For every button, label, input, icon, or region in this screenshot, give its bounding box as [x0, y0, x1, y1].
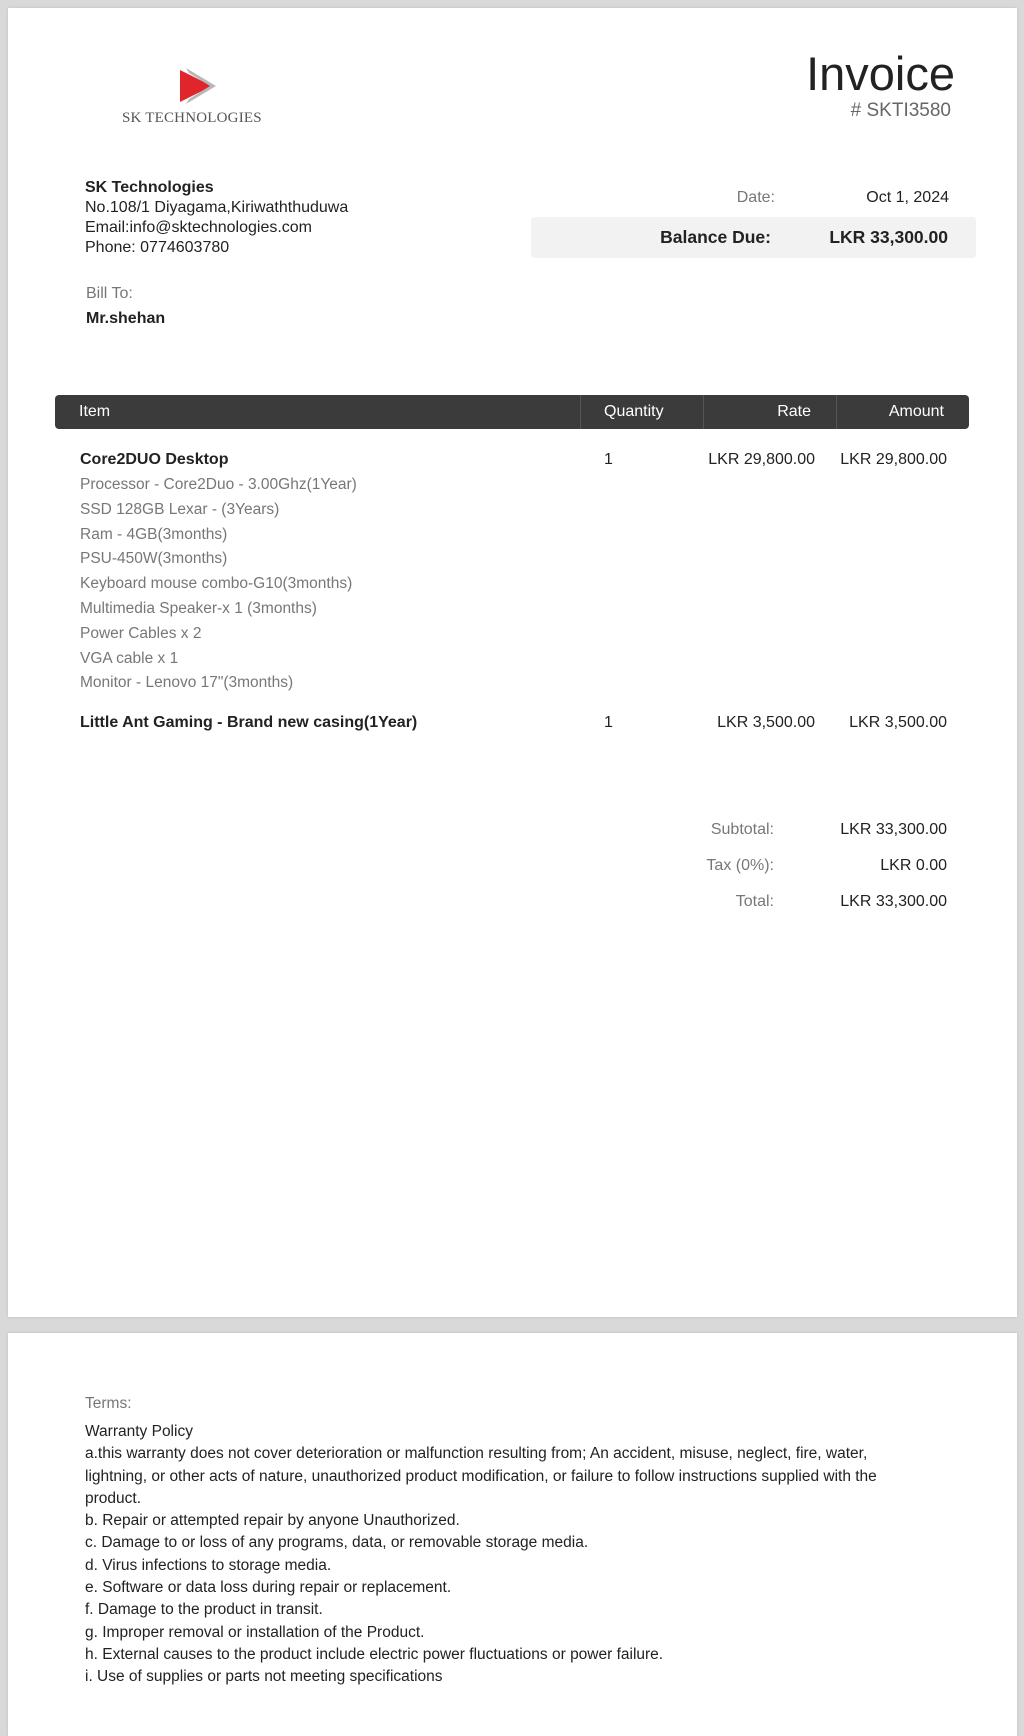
company-phone: Phone: 0774603780: [85, 239, 230, 256]
subtotal-value: LKR 33,300.00: [840, 821, 947, 838]
item-description: [80, 473, 357, 696]
header-amount: Amount: [888, 403, 944, 420]
item-rate: LKR 29,800.00: [708, 451, 815, 468]
items-table-header: [55, 395, 969, 429]
description-line: PSU-450W(3months): [80, 550, 228, 568]
terms-page: [8, 1333, 1017, 1736]
header-quantity: Quantity: [604, 403, 664, 420]
terms-heading: Warranty Policy: [85, 1423, 193, 1440]
terms-line: b. Repair or attempted repair by anyone Unauthorized.: [85, 1512, 460, 1530]
description-line: SSD 128GB Lexar - (3Years): [80, 500, 280, 518]
item-amount: LKR 3,500.00: [849, 714, 947, 731]
terms-line: d. Virus infections to storage media.: [85, 1556, 332, 1574]
terms-line: c. Damage to or loss of any programs, data, or removable storage media.: [85, 1534, 589, 1552]
item-amount: LKR 29,800.00: [840, 451, 947, 468]
terms-line: h. External causes to the product include electric power fluctuations or power failure.: [85, 1645, 664, 1663]
description-line: Processor - Core2Duo - 3.00Ghz(1Year): [80, 476, 357, 493]
play-arrow-logo-icon: [176, 66, 216, 106]
company-email: Email:info@sktechnologies.com: [85, 219, 313, 236]
company-logo: [104, 62, 284, 132]
bill-to-name: Mr.shehan: [86, 310, 166, 327]
balance-due-label: Balance Due:: [660, 227, 771, 247]
header-item: Item: [79, 403, 111, 420]
description-line: Monitor - Lenovo 17"(3months): [80, 674, 294, 692]
total-value: LKR 33,300.00: [840, 893, 947, 910]
description-line: VGA cable x 1: [80, 649, 179, 667]
invoice-number: # SKTI3580: [850, 100, 951, 121]
terms-line: a.this warranty does not cover deterioration or malfunction resulting from; An accident, misuse, neglect, fire, water, lightning, or other acts of nature, unauthorized product modification, or failure to follow instructions supplied with the product.: [85, 1445, 877, 1507]
date-label: Date:: [736, 189, 775, 206]
terms-label: Terms:: [85, 1395, 132, 1412]
description-line: Ram - 4GB(3months): [80, 525, 228, 543]
terms-line: g. Improper removal or installation of the Product.: [85, 1623, 425, 1641]
total-label: Total:: [735, 893, 774, 910]
tax-value: LKR 0.00: [880, 857, 947, 874]
company-address: No.108/1 Diyagama,Kiriwaththuduwa: [85, 199, 349, 216]
item-rate: LKR 3,500.00: [717, 714, 815, 731]
description-line: Keyboard mouse combo-G10(3months): [80, 575, 353, 593]
bill-to-label: Bill To:: [86, 285, 133, 302]
date-value: Oct 1, 2024: [866, 189, 949, 206]
terms-line: f. Damage to the product in transit.: [85, 1601, 323, 1619]
company-info: [85, 178, 348, 258]
terms-line: i. Use of supplies or parts not meeting specifications: [85, 1668, 443, 1686]
item-quantity: 1: [604, 714, 613, 731]
logo-brand-text: SK TECHNOLOGIES: [122, 110, 262, 126]
item-title: Core2DUO Desktop: [80, 451, 229, 468]
table-row: [8, 451, 1017, 701]
item-quantity: 1: [604, 451, 613, 468]
terms-body: [85, 1421, 925, 1689]
description-line: Power Cables x 2: [80, 624, 202, 642]
header-rate: Rate: [777, 403, 811, 420]
table-row: [8, 714, 1017, 744]
invoice-title: Invoice: [806, 47, 955, 100]
balance-due-box: [531, 217, 976, 258]
description-line: Multimedia Speaker-x 1 (3months): [80, 599, 317, 617]
terms-line: e. Software or data loss during repair or replacement.: [85, 1579, 452, 1597]
invoice-page: [8, 8, 1017, 1317]
balance-due-value: LKR 33,300.00: [829, 227, 948, 247]
subtotal-label: Subtotal:: [710, 821, 774, 838]
company-name: SK Technologies: [85, 179, 214, 196]
tax-label: Tax (0%):: [706, 857, 774, 874]
item-title: Little Ant Gaming - Brand new casing(1Year): [80, 714, 418, 731]
